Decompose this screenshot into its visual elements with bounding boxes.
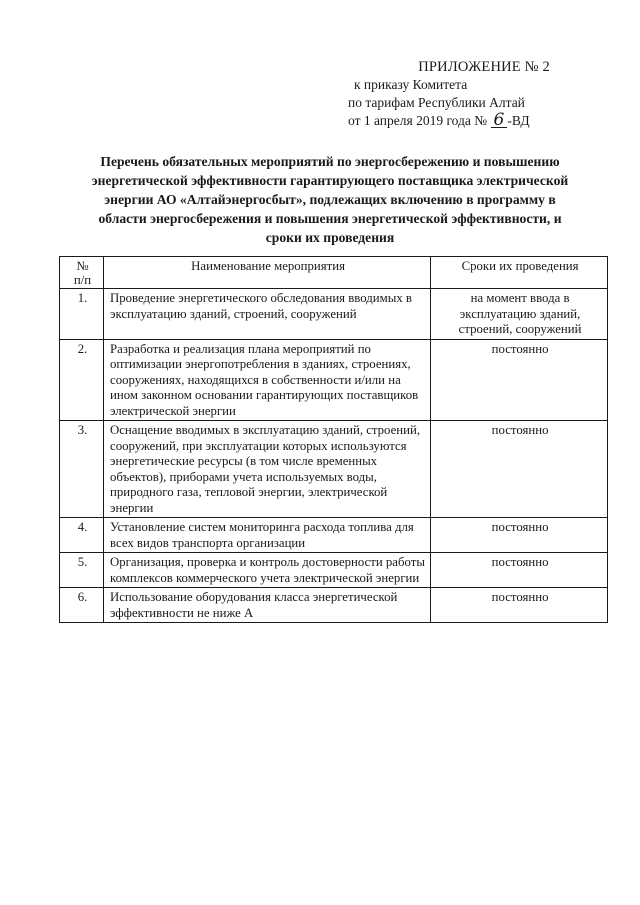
row-term: постоянно [431,553,608,588]
row-number: 1. [60,289,104,340]
row-term: постоянно [431,588,608,623]
row-name: Оснащение вводимых в эксплуатацию зданий, строений, сооружений, при эксплуатации которых используются энергетические ресурсы (в том числе временных объектов), приборами учета используемых воды, природного газа, тепловой энергии, электрической энергии [104,421,431,518]
row-number: 3. [60,421,104,518]
row-term: постоянно [431,421,608,518]
row-number: 5. [60,553,104,588]
appendix-header [348,58,608,130]
appendix-title: ПРИЛОЖЕНИЕ № 2 [418,59,550,75]
title-line: энергии АО «Алтайэнергосбыт», подлежащих включению в программу в [104,192,556,207]
handwritten-order-number: 6 [491,113,508,128]
row-term: постоянно [431,339,608,421]
title-line: сроки их проведения [265,230,395,245]
table-row [60,553,608,588]
appendix-line-date [348,112,608,130]
title-line: области энергосбережения и повышения энергетической эффективности, и [98,211,562,226]
table-header-row [60,257,608,289]
row-name: Установление систем мониторинга расхода топлива для всех видов транспорта организации [104,518,431,553]
header-number [60,257,104,289]
table-row [60,518,608,553]
document-title [56,152,604,247]
row-name: Разработка и реализация плана мероприятий по оптимизации энергопотребления в зданиях, строениях, сооружениях, находящихся в собственности и/или на ином законном основании гарантирующих поставщиков электрической энергии [104,339,431,421]
row-term: постоянно [431,518,608,553]
measures-table [59,256,608,623]
appendix-line-committee: по тарифам Республики Алтай [348,95,525,110]
row-name: Проведение энергетического обследования вводимых в эксплуатацию зданий, строений, сооружений [104,289,431,340]
title-line: энергетической эффективности гарантирующего поставщика электрической [91,173,569,188]
row-number: 4. [60,518,104,553]
table-row [60,339,608,421]
header-name: Наименование мероприятия [104,257,431,289]
row-name: Организация, проверка и контроль достоверности работы комплексов коммерческого учета электрической энергии [104,553,431,588]
table-row [60,588,608,623]
header-term: Сроки их проведения [431,257,608,289]
row-number: 6. [60,588,104,623]
header-number-line1: № [76,259,89,273]
appendix-date-suffix: -ВД [507,113,530,128]
title-line: Перечень обязательных мероприятий по энергосбережению и повышению [100,154,560,169]
appendix-date-prefix: от 1 апреля 2019 года № [348,113,488,128]
row-number: 2. [60,339,104,421]
table-row [60,289,608,340]
table-row [60,421,608,518]
header-number-line2: п/п [73,273,92,287]
row-term: на момент ввода в эксплуатацию зданий, строений, сооружений [431,289,608,340]
appendix-line-order: к приказу Комитета [354,77,468,92]
row-name: Использование оборудования класса энергетической эффективности не ниже А [104,588,431,623]
